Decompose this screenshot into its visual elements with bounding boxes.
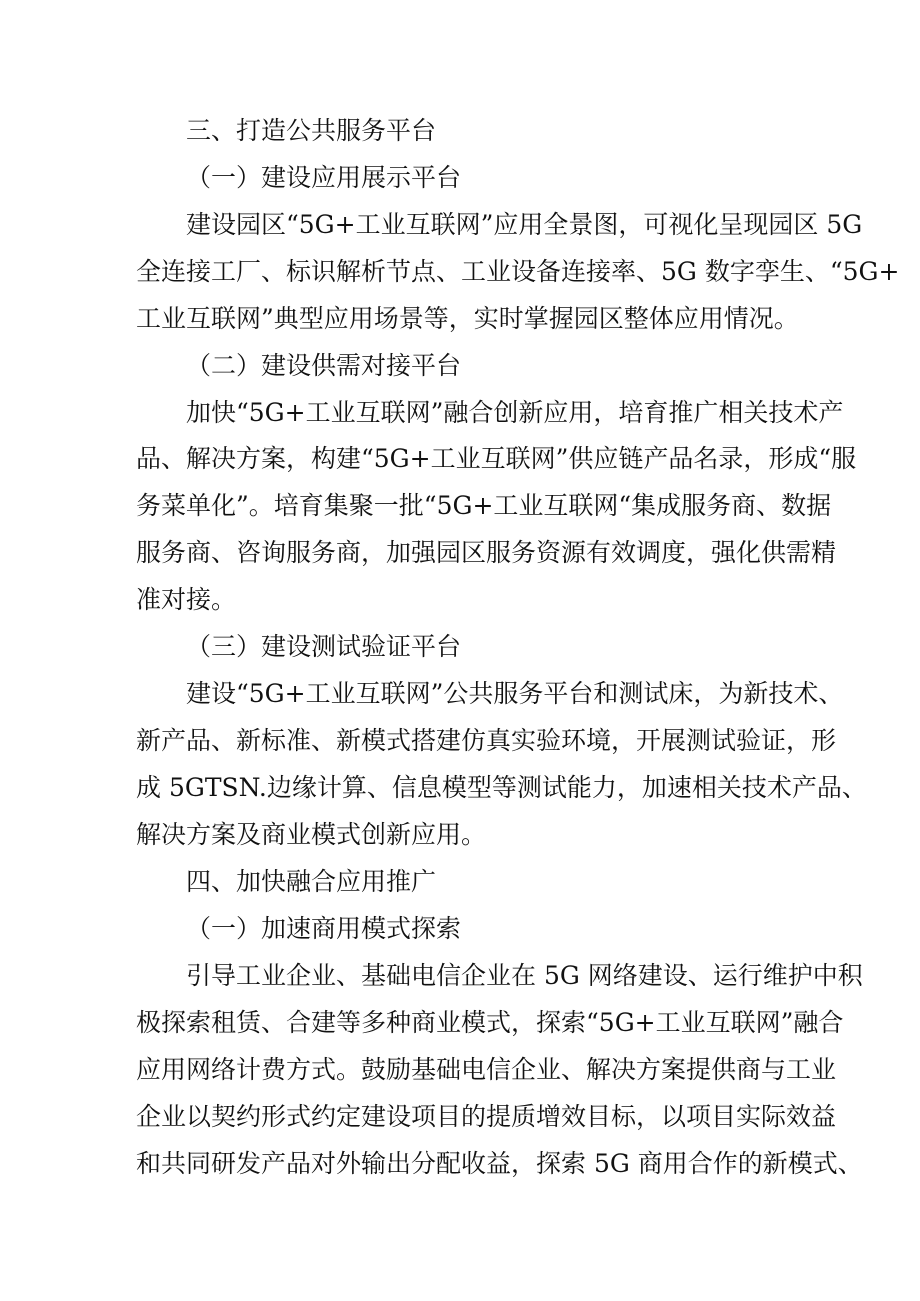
paragraph-line: 加快“5G+工业互联网”融合创新应用，培育推广相关技术产 bbox=[186, 398, 844, 427]
paragraph-line: 服务商、咨询服务商，加强园区服务资源有效调度，强化供需精 bbox=[136, 538, 837, 567]
paragraph-line: 建设园区“5G+工业互联网”应用全景图，可视化呈现园区 5G bbox=[186, 210, 863, 239]
paragraph-line: 全连接工厂、标识解析节点、工业设备连接率、5G 数字孪生、“5G+ bbox=[136, 257, 900, 286]
subsection-heading: （一）加速商用模式探索 bbox=[186, 914, 462, 943]
subsection-heading: （三）建设测试验证平台 bbox=[186, 632, 462, 661]
paragraph-line: 极探索租赁、合建等多种商业模式，探索“5G+工业互联网”融合 bbox=[136, 1008, 844, 1037]
paragraph-line: 新产品、新标准、新模式搭建仿真实验环境，开展测试验证，形 bbox=[136, 726, 837, 755]
paragraph-line: 应用网络计费方式。鼓励基础电信企业、解决方案提供商与工业 bbox=[136, 1055, 837, 1084]
paragraph-line: 引导工业企业、基础电信企业在 5G 网络建设、运行维护中积 bbox=[186, 961, 863, 990]
paragraph-line: 务菜单化”。培育集聚一批“5G+工业互联网“集成服务商、数据 bbox=[136, 491, 832, 520]
paragraph-line: 成 5GTSN.边缘计算、信息模型等测试能力，加速相关技术产品、 bbox=[136, 773, 867, 802]
paragraph-line: 准对接。 bbox=[136, 585, 237, 614]
paragraph-line: 建设“5G+工业互联网”公共服务平台和测试床，为新技术、 bbox=[186, 679, 844, 708]
subsection-heading: （二）建设供需对接平台 bbox=[186, 351, 462, 380]
paragraph-line: 品、解决方案，构建“5G+工业互联网”供应链产品名录，形成“服 bbox=[136, 444, 857, 473]
paragraph-line: 和共同研发产品对外输出分配收益，探索 5G 商用合作的新模式、 bbox=[136, 1149, 863, 1178]
subsection-heading: （一）建设应用展示平台 bbox=[186, 163, 462, 192]
section-heading: 四、加快融合应用推广 bbox=[186, 867, 437, 896]
section-heading: 三、打造公共服务平台 bbox=[186, 116, 437, 145]
paragraph-line: 解决方案及商业模式创新应用。 bbox=[136, 820, 487, 849]
paragraph-line: 工业互联网”典型应用场景等，实时掌握园区整体应用情况。 bbox=[136, 304, 799, 333]
paragraph-line: 企业以契约形式约定建设项目的提质增效目标，以项目实际效益 bbox=[136, 1102, 837, 1131]
